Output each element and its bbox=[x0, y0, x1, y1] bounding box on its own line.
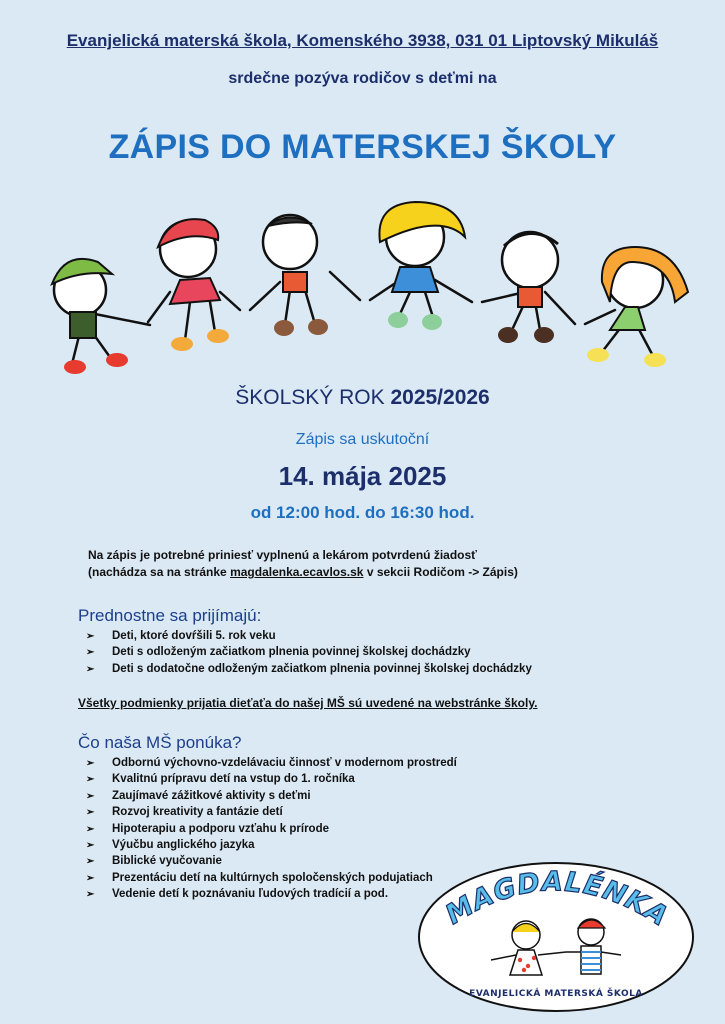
invitation-line: srdečne pozýva rodičov s deťmi na bbox=[228, 70, 497, 87]
priority-heading: Prednostne sa prijímajú: bbox=[78, 606, 262, 625]
list-item: ➢ Výučbu anglického jazyka bbox=[86, 837, 646, 853]
list-item: ➢ Zaujímavé zážitkové aktivity s deťmi bbox=[86, 788, 646, 804]
arrow-bullet-icon: ➢ bbox=[86, 839, 95, 851]
school-header: Evanjelická materská škola, Komenského 3938, 031 01 Liptovský Mikuláš bbox=[66, 31, 659, 50]
page-title: ZÁPIS DO MATERSKEJ ŠKOLY bbox=[108, 128, 617, 166]
arrow-bullet-icon: ➢ bbox=[86, 631, 95, 642]
arrow-bullet-icon: ➢ bbox=[86, 856, 95, 868]
arrow-bullet-icon: ➢ bbox=[86, 647, 95, 659]
event-intro: Zápis sa uskutoční bbox=[295, 431, 430, 448]
arrow-bullet-icon: ➢ bbox=[86, 774, 95, 786]
arrow-bullet-icon: ➢ bbox=[86, 790, 95, 802]
logo-subtitle: EVANJELICKÁ MATERSKÁ ŠKOLA bbox=[469, 989, 643, 999]
list-item: ➢ Rozvoj kreativity a fantázie detí bbox=[86, 804, 646, 820]
priority-list bbox=[86, 628, 646, 677]
list-item: ➢ Hipoterapiu a podporu vzťahu k prírode bbox=[86, 821, 646, 837]
website-link[interactable]: magdalenka.ecavlos.sk bbox=[230, 565, 364, 579]
arrow-bullet-icon: ➢ bbox=[86, 758, 95, 769]
school-year: ŠKOLSKÝ ROK 2025/2026 bbox=[235, 386, 490, 409]
logo-name: MAGDALÉNKA bbox=[440, 866, 674, 933]
arrow-bullet-icon: ➢ bbox=[86, 823, 95, 835]
arrow-bullet-icon: ➢ bbox=[86, 872, 95, 884]
list-item: ➢ Prezentáciu detí na kultúrnych spoločenských podujatiach bbox=[86, 870, 646, 886]
application-note: Na zápis je potrebné priniesť vyplnenú a lekárom potvrdenú žiadosť (nachádza sa na stránke magdalenka.ecavlos.sk v sekcii Rodičom -> Zápis) bbox=[88, 548, 518, 579]
arrow-bullet-icon: ➢ bbox=[86, 889, 95, 901]
list-item: ➢ Deti s dodatočne odloženým začiatkom plnenia povinnej školskej dochádzky bbox=[86, 661, 646, 677]
children-holding-hands-illustration bbox=[20, 192, 710, 384]
event-date: 14. mája 2025 bbox=[278, 461, 447, 491]
list-item: ➢ Biblické vyučovanie bbox=[86, 853, 646, 869]
magdalenka-logo bbox=[416, 860, 696, 1015]
list-item: ➢ Kvalitnú prípravu detí na vstup do 1. ročníka bbox=[86, 771, 646, 787]
arrow-bullet-icon: ➢ bbox=[86, 663, 95, 675]
arrow-bullet-icon: ➢ bbox=[86, 807, 95, 819]
list-item: ➢ Deti, ktoré dovŕšili 5. rok veku bbox=[86, 628, 646, 644]
event-time: od 12:00 hod. do 16:30 hod. bbox=[250, 503, 475, 522]
offer-heading: Čo naša MŠ ponúka? bbox=[78, 733, 242, 752]
list-item: ➢ Vedenie detí k poznávaniu ľudových tradícií a pod. bbox=[86, 886, 646, 902]
list-item: ➢ Deti s odloženým začiatkom plnenia povinnej školskej dochádzky bbox=[86, 644, 646, 660]
list-item: ➢ Odbornú výchovno-vzdelávaciu činnosť v modernom prostredí bbox=[86, 755, 646, 771]
conditions-note: Všetky podmienky prijatia dieťaťa do našej MŠ sú uvedené na webstránke školy. bbox=[78, 696, 538, 710]
